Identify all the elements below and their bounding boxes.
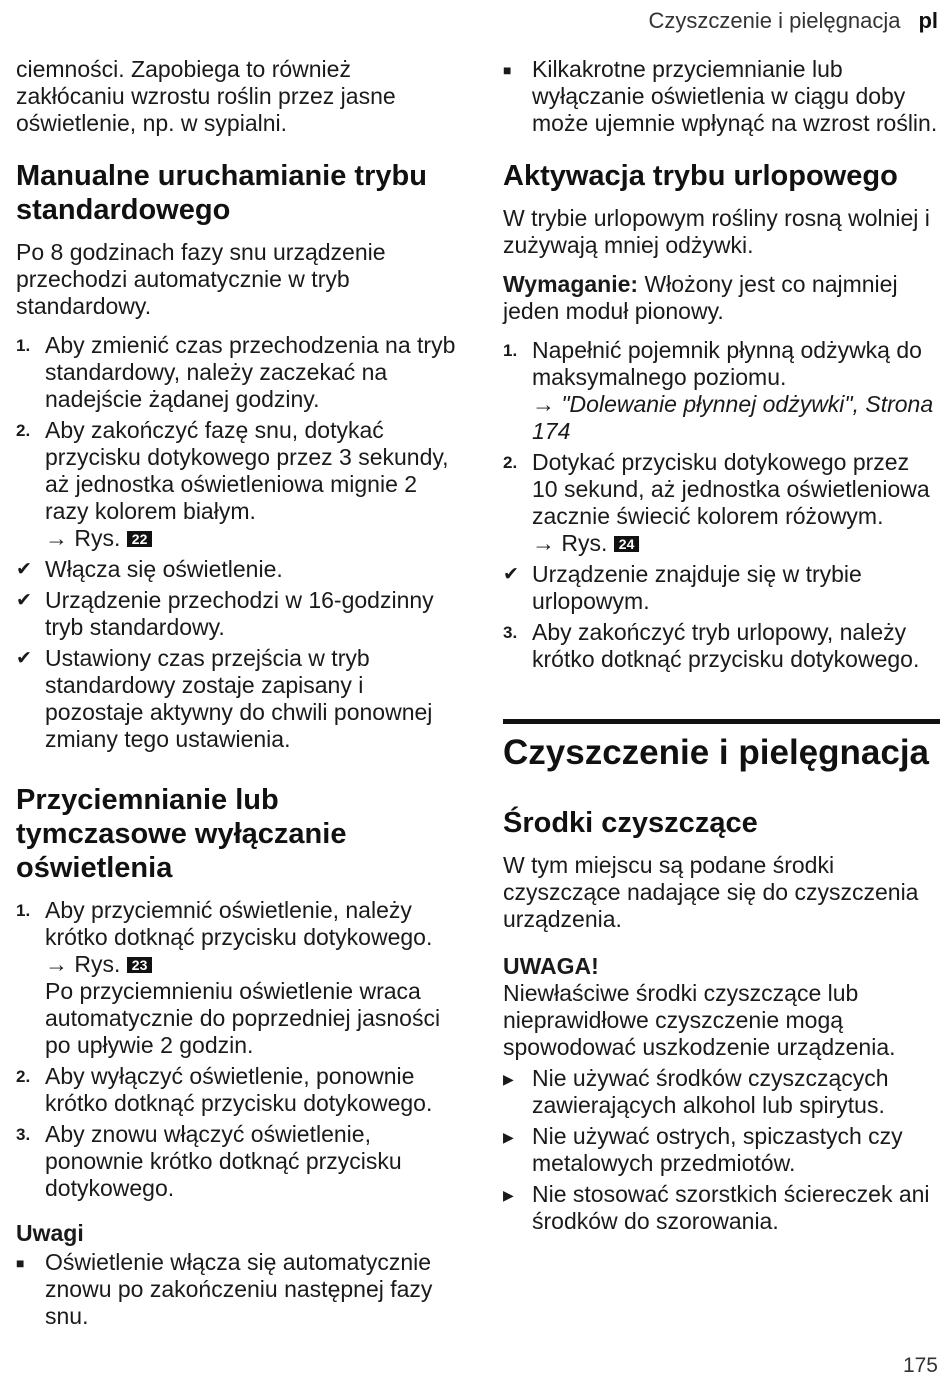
note-item xyxy=(503,56,940,137)
page-number: 175 xyxy=(902,1354,938,1377)
result-item xyxy=(16,587,456,641)
step-number: 1. xyxy=(16,901,31,920)
vacation-mode-paragraph: W trybie urlopowym rośliny rosną wolniej i zużywają mniej odżywki. xyxy=(503,205,930,258)
cleaning-section-title: Czyszczenie i pielęgnacja xyxy=(503,733,930,772)
note-text: Kilkakrotne przyciemnianie lub wyłączanie oświetlenia w ciągu doby może ujemnie wpłynąć na wzrost roślin. xyxy=(532,56,938,136)
step-text: Aby zakończyć tryb urlopowy, należy krótko dotknąć przycisku dotykowego. xyxy=(532,619,920,672)
result-text: Włącza się oświetlenie. xyxy=(45,556,283,582)
step-text: Dotykać przycisku dotykowego przez 10 sekund, aż jednostka oświetleniowa zacznie świecić kolorem różowym. xyxy=(532,449,930,529)
result-item xyxy=(16,645,456,753)
check-icon: ✔ xyxy=(16,648,32,669)
triangle-bullet-icon: ▶ xyxy=(503,1129,514,1145)
running-header xyxy=(649,8,938,34)
header-section-title: Czyszczenie i pielęgnacja xyxy=(648,8,901,33)
figure-ref-prefix: → Rys. xyxy=(45,525,121,551)
cleaning-agents-paragraph: W tym miejscu są podane środki czyszczące nadające się do czyszczenia urządzenia. xyxy=(503,852,919,932)
vacation-mode-heading: Aktywacja trybu urlopowego xyxy=(503,160,898,192)
figure-badge: 24 xyxy=(614,536,640,552)
list-item xyxy=(503,337,940,445)
left-column xyxy=(16,56,456,1334)
check-icon: ✔ xyxy=(16,559,32,580)
list-item xyxy=(16,332,456,413)
warning-title: UWAGA! xyxy=(503,953,599,979)
check-icon: ✔ xyxy=(16,590,32,611)
figure-reference xyxy=(532,530,940,557)
warning-item xyxy=(503,1123,940,1177)
figure-reference xyxy=(45,525,456,552)
list-item xyxy=(16,1063,456,1117)
requirement-paragraph xyxy=(503,271,940,325)
square-bullet-icon: ■ xyxy=(16,1255,25,1271)
section-rule xyxy=(503,719,940,724)
triangle-bullet-icon: ▶ xyxy=(503,1187,514,1203)
step-followup-text: Po przyciemnieniu oświetlenie wraca automatycznie do poprzedniej jasności po upływie 2 godzin. xyxy=(45,978,441,1058)
figure-badge: 23 xyxy=(127,957,153,973)
triangle-bullet-icon: ▶ xyxy=(503,1071,514,1087)
result-text: Urządzenie przechodzi w 16-godzinny tryb standardowy. xyxy=(45,587,434,640)
page-reference: → "Dolewanie płynnej odżywki", Strona 174 xyxy=(532,391,934,444)
warning-item-text: Nie stosować szorstkich ściereczek ani środków do szorowania. xyxy=(532,1181,930,1234)
warning-item-text: Nie używać ostrych, spiczastych czy metalowych przedmiotów. xyxy=(532,1123,903,1176)
dimming-heading: Przyciemnianie lub tymczasowe wyłączanie oświetlenia xyxy=(16,784,347,884)
step-text: Aby zakończyć fazę snu, dotykać przycisku dotykowego przez 3 sekundy, aż jednostka oświetleniowa mignie 2 razy kolorem białym. xyxy=(45,417,449,524)
warning-item xyxy=(503,1181,940,1235)
list-item xyxy=(16,1121,456,1202)
list-item xyxy=(503,619,940,673)
result-item xyxy=(503,561,940,615)
figure-reference xyxy=(45,951,456,978)
square-bullet-icon: ■ xyxy=(503,62,512,78)
step-text: Napełnić pojemnik płynną odżywką do maksymalnego poziomu. xyxy=(532,337,922,390)
figure-ref-prefix: → Rys. xyxy=(45,951,121,977)
step-text: Aby zmienić czas przechodzenia na tryb standardowy, należy zaczekać na nadejście żądanej godziny. xyxy=(45,332,456,412)
step-number: 1. xyxy=(503,341,518,360)
right-column xyxy=(503,56,940,1239)
list-item xyxy=(16,897,456,1059)
manual-standard-mode-paragraph: Po 8 godzinach fazy snu urządzenie przechodzi automatycznie w tryb standardowy. xyxy=(16,239,386,319)
step-number: 2. xyxy=(503,453,518,472)
step-text: Aby przyciemnić oświetlenie, należy krótko dotknąć przycisku dotykowego. xyxy=(45,897,433,950)
step-number: 3. xyxy=(503,623,518,642)
result-text: Ustawiony czas przejścia w tryb standardowy zostaje zapisany i pozostaje aktywny do chwili ponownej zmiany tego ustawienia. xyxy=(45,645,433,752)
note-text: Oświetlenie włącza się automatycznie znowu po zakończeniu następnej fazy snu. xyxy=(45,1249,433,1329)
figure-badge: 22 xyxy=(127,531,153,547)
step-number: 3. xyxy=(16,1125,31,1144)
result-item xyxy=(16,556,456,583)
manual-standard-mode-heading: Manualne uruchamianie trybu standardowego xyxy=(16,160,427,226)
check-icon: ✔ xyxy=(503,564,519,585)
note-item xyxy=(16,1249,456,1330)
warning-item-text: Nie używać środków czyszczących zawierających alkohol lub spirytus. xyxy=(532,1065,889,1118)
step-number: 2. xyxy=(16,421,31,440)
warning-text: Niewłaściwe środki czyszczące lub nieprawidłowe czyszczenie mogą spowodować uszkodzenie urządzenia. xyxy=(503,980,896,1060)
list-item xyxy=(16,417,456,552)
cleaning-agents-heading: Środki czyszczące xyxy=(503,807,758,839)
warning-item xyxy=(503,1065,940,1119)
figure-ref-prefix: → Rys. xyxy=(532,530,608,556)
header-language: pl xyxy=(918,8,938,33)
requirement-text: Włożony jest co najmniej jeden moduł pionowy. xyxy=(503,271,898,324)
list-item xyxy=(503,449,940,557)
step-number: 1. xyxy=(16,336,31,355)
result-text: Urządzenie znajduje się w trybie urlopowym. xyxy=(532,561,862,614)
step-text: Aby wyłączyć oświetlenie, ponownie krótko dotknąć przycisku dotykowego. xyxy=(45,1063,433,1116)
intro-paragraph: ciemności. Zapobiega to również zakłócaniu wzrostu roślin przez jasne oświetlenie, np. w sypialni. xyxy=(16,56,396,136)
step-text: Aby znowu włączyć oświetlenie, ponownie krótko dotknąć przycisku dotykowego. xyxy=(45,1121,402,1201)
requirement-label: Wymaganie: xyxy=(503,271,639,297)
notes-title: Uwagi xyxy=(16,1220,84,1246)
step-number: 2. xyxy=(16,1067,31,1086)
